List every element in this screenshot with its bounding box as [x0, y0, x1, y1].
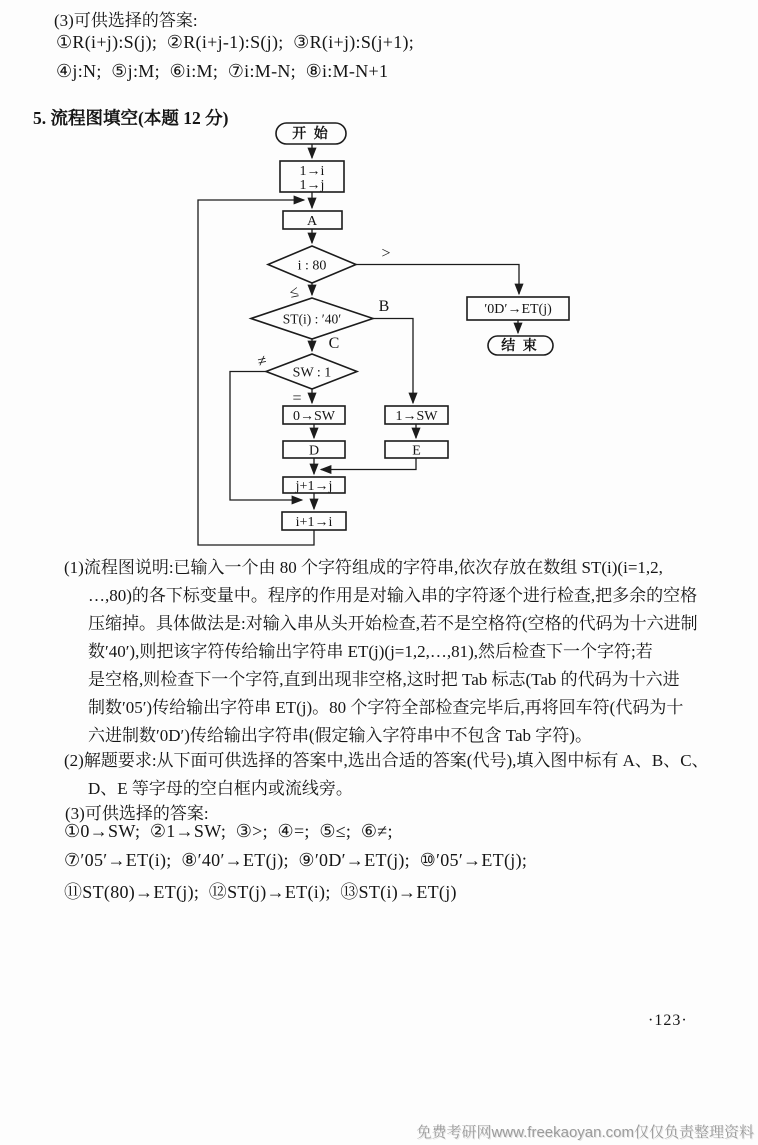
init-line-2: 1→j [299, 178, 325, 193]
decision-sw-label: SW : 1 [292, 365, 332, 381]
answers-line-3: ⑪ST(80)→ET(j); ⑫ST(j)→ET(i); ⑬ST(i)→ET(j) [64, 882, 457, 902]
incr-j-label: j+1→j [295, 479, 333, 494]
flow-decision1-gt-branch [356, 265, 519, 295]
set-sw0-label: 0→SW [293, 409, 335, 424]
desc-line-3: 压缩掉。具体做法是:对输入串从头开始检查,若不是空格符(空格的代码为十六进制 [88, 614, 698, 633]
desc-line-6: 制数′05′)传给输出字符串 ET(j)。80 个字符全部检查完毕后,再将回车符(代码为十 [88, 698, 684, 717]
flow-decision3-ne-loop [230, 372, 302, 501]
desc-line-7: 六进制数′0D′)传给输出字符串(假定输入字符串中不包含 Tab 字符)。 [88, 726, 592, 745]
prev-options-line-2: ④j:N; ⑤j:M; ⑥i:M; ⑦i:M-N; ⑧i:M-N+1 [56, 61, 389, 81]
section-title: 5. 流程图填空(本题 12 分) [33, 108, 229, 128]
blank-box-e-label: E [412, 443, 421, 459]
requirement-line-2: D、E 等字母的空白框内或流线旁。 [88, 779, 353, 798]
set-sw1-label: 1→SW [395, 409, 438, 424]
prev-options-line-1: ①R(i+j):S(j); ②R(i+j-1):S(j); ③R(i+j):S(j+1); [56, 32, 415, 52]
requirement-line-1: (2)解题要求:从下面可供选择的答案中,选出合适的答案(代号),填入图中标有 A、B、C、 [64, 751, 709, 770]
desc-line-5: 是空格,则检查下一个字符,直到出现非空格,这时把 Tab 标志(Tab 的代码为十六进 [88, 670, 680, 689]
decision-st-label: ST(i) : ′40′ [282, 311, 342, 327]
init-line-1: 1→i [299, 164, 325, 179]
blank-box-d-label: D [308, 443, 320, 459]
decision-i80-label: i : 80 [297, 258, 327, 274]
answers-heading: (3)可供选择的答案: [65, 804, 209, 823]
branch-label-gt: > [381, 245, 391, 262]
branch-label-ne: ≠ [256, 352, 269, 371]
desc-line-4: 数′40′),则把该字符传给输出字符串 ET(j)(j=1,2,…,81),然后检查下一个字符;若 [88, 642, 653, 661]
flow-e-merge [321, 458, 416, 470]
start-label: 开 始 [292, 127, 330, 142]
answers-line-2: ⑦′05′→ET(i); ⑧′40′→ET(j); ⑨′0D′→ET(j); ⑩′05′→ET(j); [64, 850, 528, 870]
cr-output-label: ′0D′→ET(j) [484, 302, 552, 317]
page-number: ·123· [648, 1012, 688, 1029]
incr-i-label: i+1→i [295, 515, 333, 530]
flowchart [150, 115, 580, 560]
watermark-footer: 免费考研网www.freekaoyan.com仅仅负责整理资料 [416, 1124, 754, 1141]
desc-line-1: (1)流程图说明:已输入一个由 80 个字符组成的字符串,依次存放在数组 ST(i)(i=1,2, [64, 558, 663, 577]
prev-answers-heading: (3)可供选择的答案: [54, 11, 198, 30]
blank-box-a-label: A [306, 214, 318, 229]
branch-label-b: B [378, 298, 390, 315]
flow-decision2-b-branch [373, 319, 413, 404]
branch-label-le: ≤ [288, 283, 301, 302]
branch-label-c: C [328, 335, 340, 352]
branch-label-eq: = [292, 390, 302, 407]
desc-line-2: …,80)的各下标变量中。程序的作用是对输入串的字符逐个进行检查,把多余的空格 [88, 586, 698, 605]
answers-line-1: ①0→SW; ②1→SW; ③>; ④=; ⑤≤; ⑥≠; [64, 821, 393, 841]
end-label: 结 束 [501, 339, 539, 354]
